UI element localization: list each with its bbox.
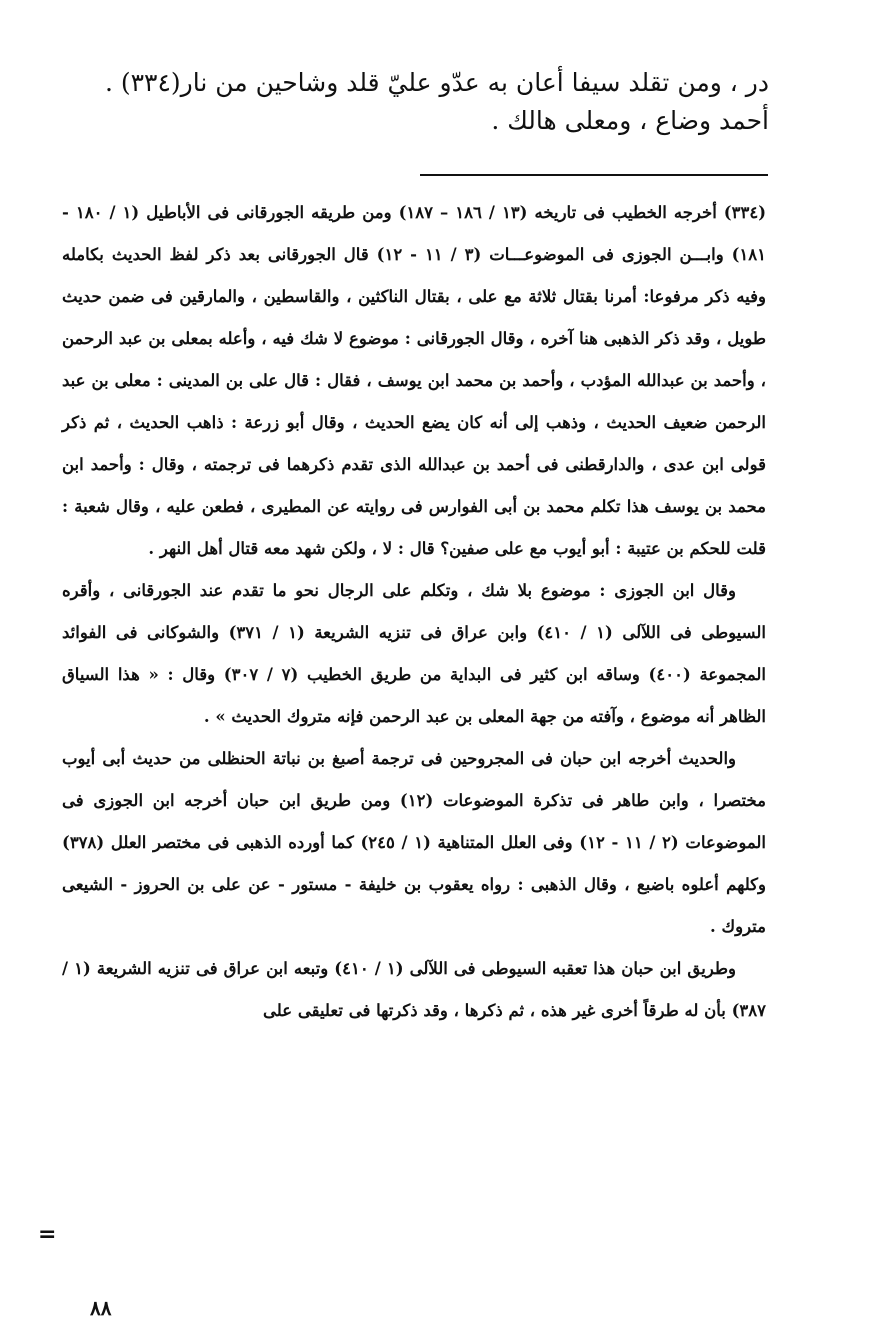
page-number: ٨٨	[90, 1296, 112, 1320]
footnote-paragraph: (٣٣٤) أخرجه الخطيب فى تاريخه (١٣ / ١٨٦ – ١٨٧) ومن طريقه الجورقانى فى الأباطيل (١ / ١٨٠ - ١٨١) وابـــن الجوزى فى الموضوعـــات (٣ / ١١ - ١٢) قال الجورقانى بعد ذكر لفظ الحديث بكامله وفيه ذكر مرفوعا: أمرنا بقتال ثلاثة مع على ، بقتال الناكثين ، والقاسطين ، والمارقين فى ضمن حديث طويل ، وقد ذكر الذهبى هنا آخره ، وقال الجورقانى : موضوع لا شك فيه ، وأعله بمعلى بن عبد الرحمن ، وأحمد بن عبدالله المؤدب ، وأحمد بن محمد ابن يوسف ، فقال : قال على بن المدينى : معلى بن عبد الرحمن ضعيف الحديث ، وذهب إلى أنه كان يضع الحديث ، وقال أبو زرعة : ذاهب الحديث ، ثم ذكر قولى ابن عدى ، والدارقطنى فى أحمد بن عبدالله الذى تقدم ذكرهما فى ترجمته ، وقال : وأحمد ابن محمد بن يوسف هذا تكلم محمد بن أبى الفوارس فى روايته عن المطيرى ، فطعن عليه ، وقال شعبة : قلت للحكم بن عتيبة : أبو أيوب مع على صفين؟ قال : لا ، ولكن شهد معه قتال أهل النهر .	[62, 203, 767, 558]
footnote-separator	[420, 174, 768, 176]
footnote-paragraph: وطريق ابن حبان هذا تعقبه السيوطى فى اللآلى (١ / ٤١٠) وتبعه ابن عراق فى تنزيه الشريعة (١ / ٣٨٧) بأن له طرقاً أخرى غير هذه ، ثم ذكرها ، وقد ذكرتها فى تعليقى على	[62, 959, 766, 1020]
footnote-paragraph: وقال ابن الجوزى : موضوع بلا شك ، وتكلم على الرجال نحو ما تقدم عند الجورقانى ، وأقره السيوطى فى اللآلى (١ / ٤١٠) وابن عراق فى تنزيه الشريعة (١ / ٣٧١) والشوكانى فى الفوائد المجموعة (٤٠٠) وساقه ابن كثير فى البداية من طريق الخطيب (٧ / ٣٠٧) وقال : « هذا السياق الظاهر أنه موضوع ، وآفته من جهة المعلى بن عبد الرحمن فإنه متروك الحديث » .	[62, 581, 767, 726]
footnote-paragraph: والحديث أخرجه ابن حبان فى المجروحين فى ترجمة أصبغ بن نباتة الحنظلى من حديث أبى أيوب مختصرا ، وابن طاهر فى تذكرة الموضوعات (١٢) ومن طريق ابن حبان أخرجه ابن الجوزى فى الموضوعات (٢ / ١١ - ١٢) وفى العلل المتناهية (١ / ٢٤٥) كما أورده الذهبى فى مختصر العلل (٣٧٨) وكلهم أعلوه باضبع ، وقال الذهبى : رواه يعقوب بن خليفة - مستور - عن على بن الحروز - الشيعى متروك .	[62, 749, 766, 936]
main-text	[69, 64, 769, 140]
footnote-block	[62, 192, 766, 1032]
main-text-line: أحمد وضاع ، ومعلى هالك .	[491, 106, 769, 135]
footnote-continuation-mark: =	[38, 1222, 57, 1247]
main-text-line: در ، ومن تقلد سيفا أعان به عدّو عليّ قلد وشاحين من نار(٣٣٤) .	[104, 68, 769, 97]
